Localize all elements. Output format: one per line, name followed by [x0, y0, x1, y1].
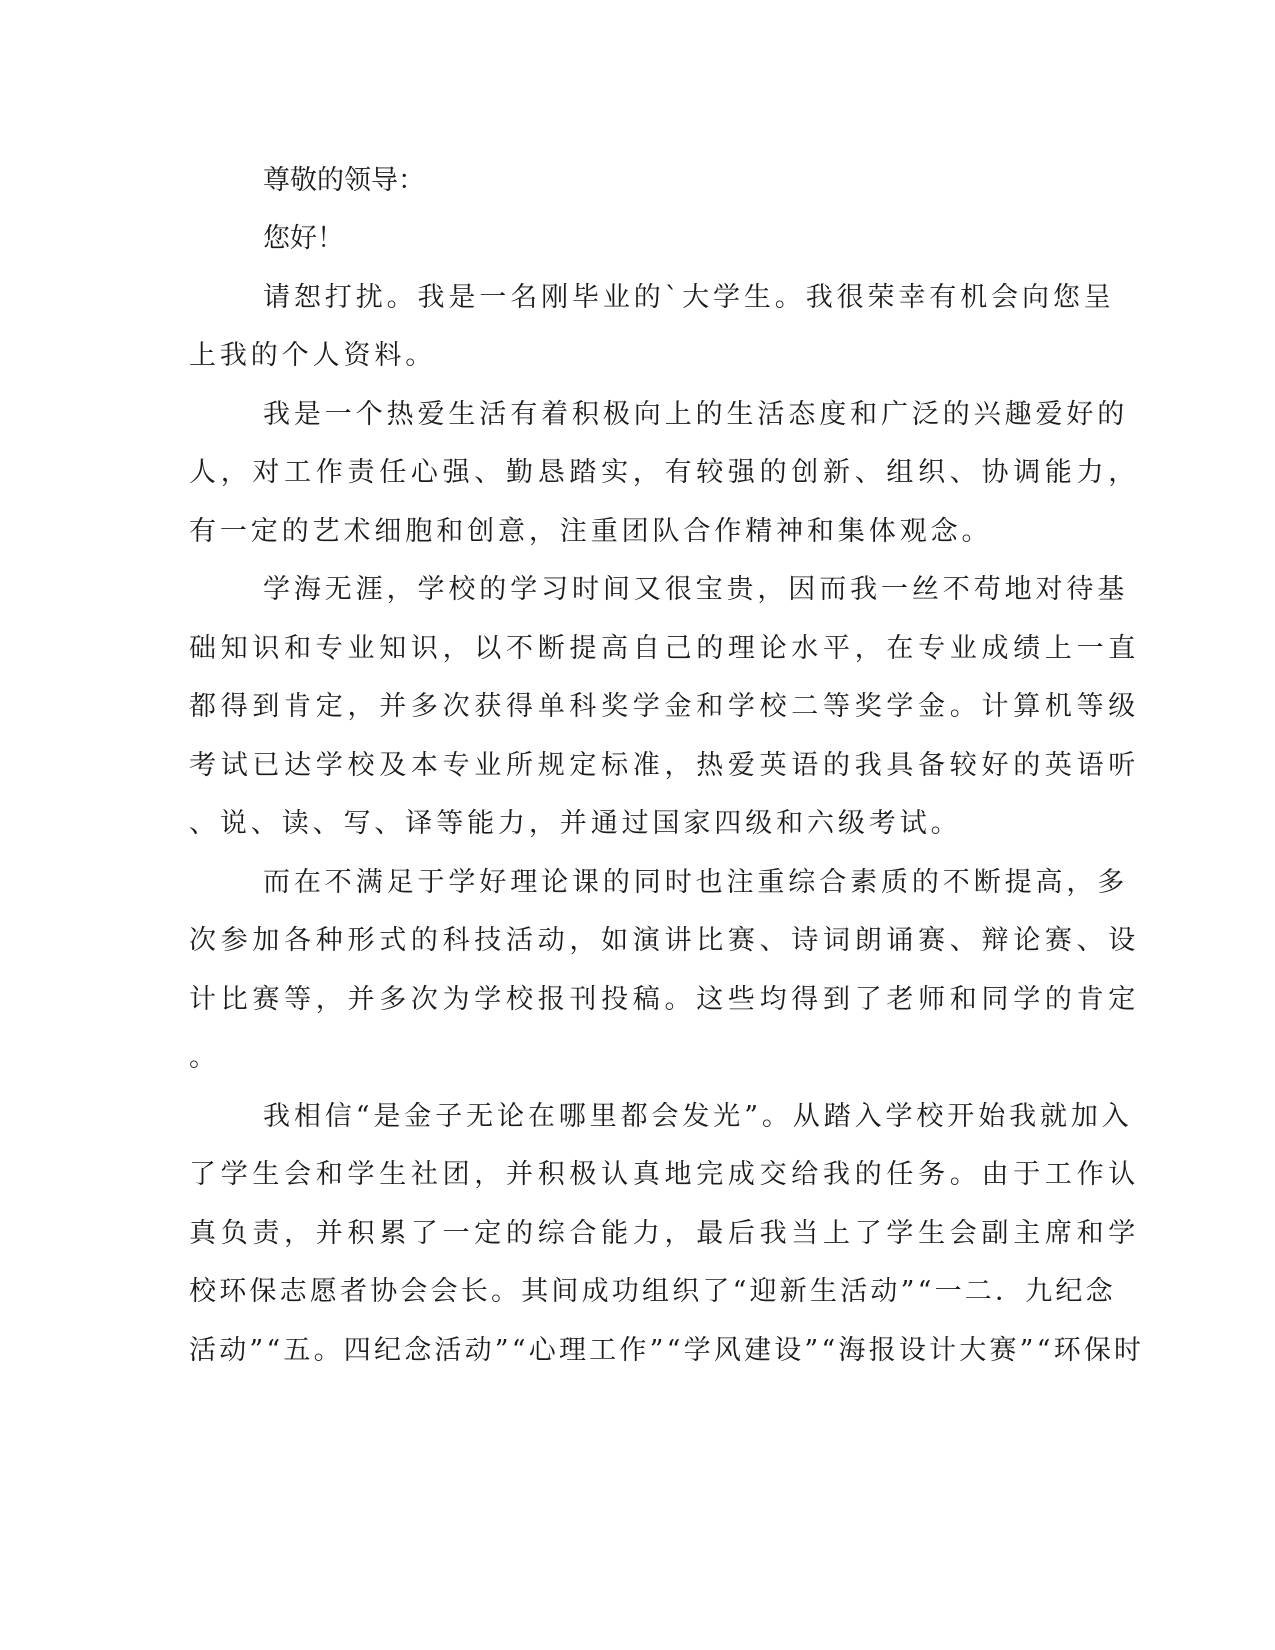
greeting: 您好！ [263, 223, 344, 254]
paragraph-line: 我是一个热爱生活有着积极向上的生活态度和广泛的兴趣爱好的 [263, 399, 1129, 430]
paragraph-line: 计比赛等，并多次为学校报刊投稿。这些均得到了老师和同学的肯定 [189, 984, 1140, 1015]
paragraph-line: 校环保志愿者协会会长。其间成功组织了“迎新生活动”“一二．九纪念 [189, 1276, 1116, 1307]
paragraph-line: 活动”“五。四纪念活动”“心理工作”“学风建设”“海报设计大赛”“环保时 [189, 1335, 1145, 1366]
paragraph-line: 人，对工作责任心强、勤恳踏实，有较强的创新、组织、协调能力， [189, 457, 1140, 488]
paragraph-line: 而在不满足于学好理论课的同时也注重综合素质的不断提高，多 [263, 867, 1129, 898]
paragraph-line: 有一定的艺术细胞和创意，注重团队合作精神和集体观念。 [189, 516, 993, 547]
paragraph-line: 真负责，并积累了一定的综合能力，最后我当上了学生会副主席和学 [189, 1218, 1140, 1249]
paragraph-line: 了学生会和学生社团，并积极认真地完成交给我的任务。由于工作认 [189, 1159, 1140, 1190]
salutation: 尊敬的领导： [263, 165, 425, 196]
paragraph-line: 础知识和专业知识，以不断提高自己的理论水平，在专业成绩上一直 [189, 633, 1140, 664]
paragraph-line: 我相信“是金子无论在哪里都会发光”。从踏入学校开始我就加入 [263, 1101, 1133, 1132]
paragraph-line: 学海无涯，学校的学习时间又很宝贵，因而我一丝不苟地对待基 [263, 574, 1129, 605]
paragraph-line: 都得到肯定，并多次获得单科奖学金和学校二等奖学金。计算机等级 [189, 691, 1140, 722]
paragraph-line: 次参加各种形式的科技活动，如演讲比赛、诗词朗诵赛、辩论赛、设 [189, 925, 1140, 956]
paragraph-line: 上我的个人资料。 [189, 340, 437, 371]
paragraph-line: 考试已达学校及本专业所规定标准，热爱英语的我具备较好的英语听 [189, 750, 1140, 781]
paragraph-line: 请恕打扰。我是一名刚毕业的`大学生。我很荣幸有机会向您呈 [263, 282, 1115, 313]
paragraph-line: 、说、读、写、译等能力，并通过国家四级和六级考试。 [189, 808, 962, 839]
paragraph-line: 。 [189, 1042, 216, 1073]
